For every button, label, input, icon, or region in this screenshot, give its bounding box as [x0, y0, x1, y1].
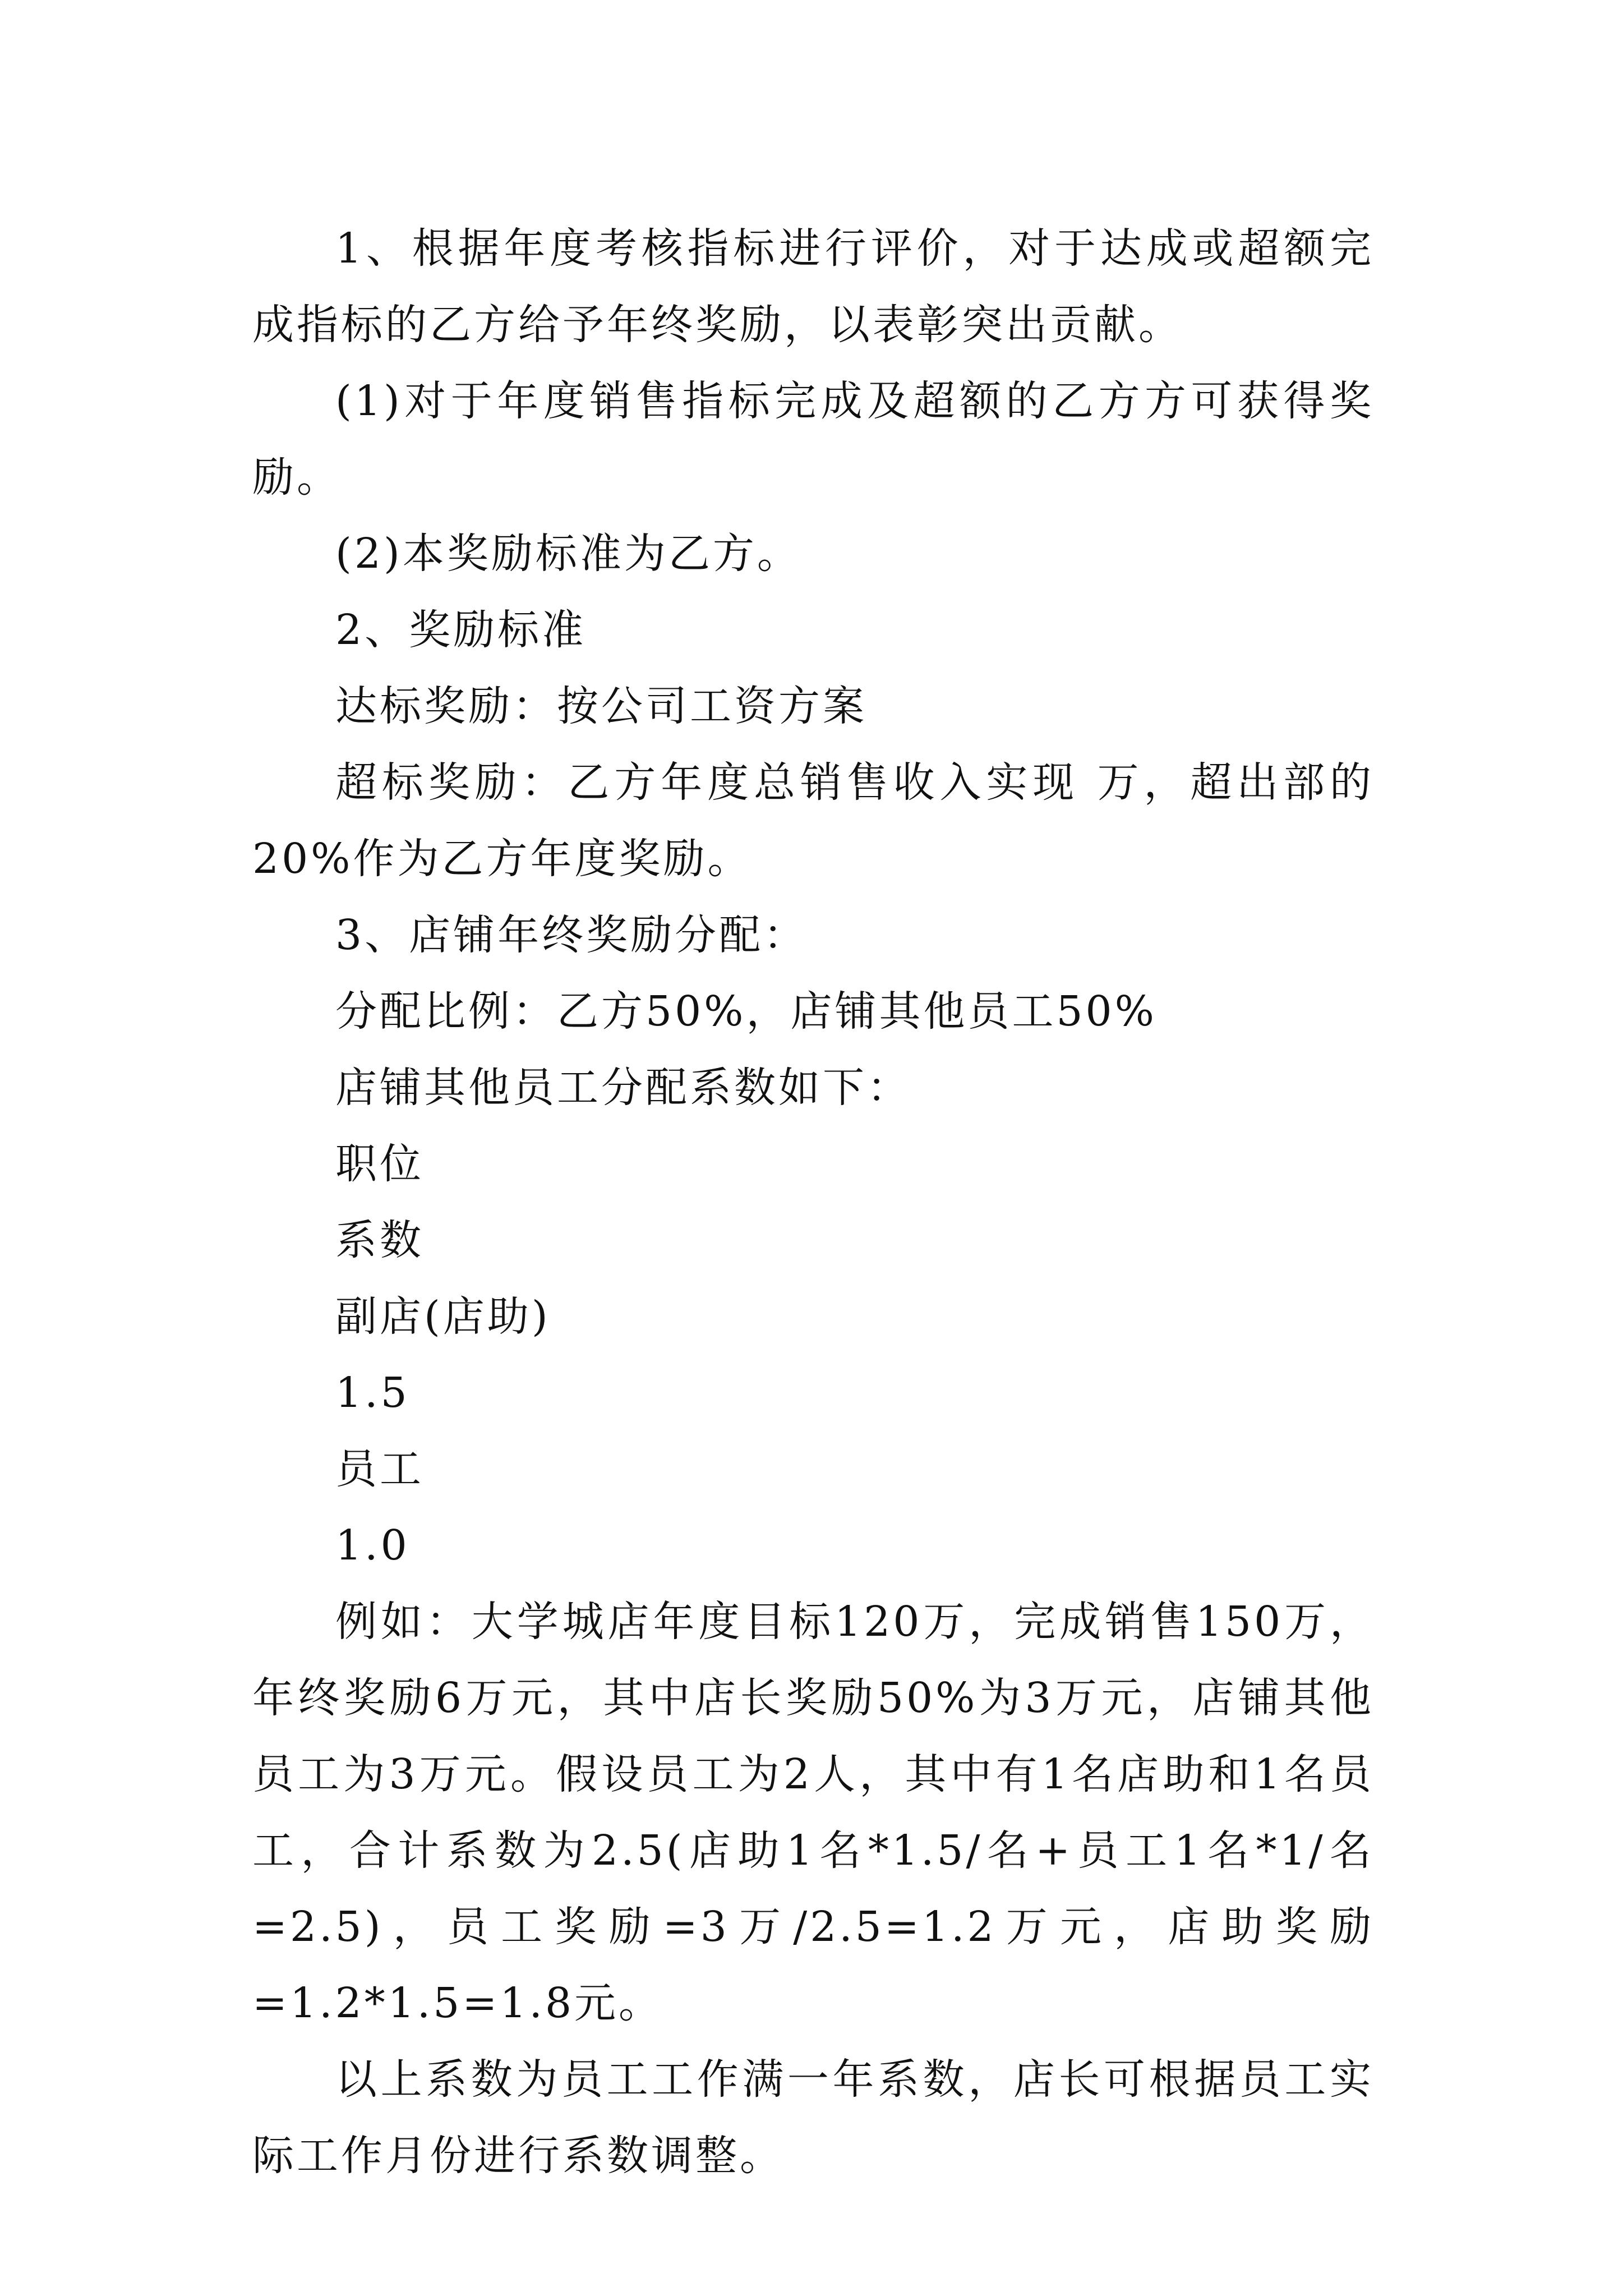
coefficient-table — [252, 1126, 1374, 1584]
paragraph-reward-eligibility: (1)对于年度销售指标完成及超额的乙方方可获得奖励。 — [252, 377, 1374, 501]
paragraph-example: 例如：大学城店年度目标120万，完成销售150万，年终奖励6万元，其中店长奖励50%为3万元，店铺其他员工为3万元。假设员工为2人，其中有1名店助和1名员工，合计系数为2.5(店助1名*1.5/名+员工1名*1/名=2.5)，员工奖励=3万/2.5=1.2万元，店助奖励=1.2*1.5=1.8元。 — [252, 1598, 1374, 2027]
paragraph-reward-scope: (2)本奖励标准为乙方。 — [335, 530, 801, 578]
heading-reward-standard: 2、奖励标准 — [335, 606, 587, 654]
paragraph-coefficient-intro: 店铺其他员工分配系数如下： — [335, 1064, 911, 1112]
table-header-position: 职位 — [335, 1140, 424, 1188]
paragraph-excess-reward: 超标奖励：乙方年度总销售收入实现 万，超出部的20%作为乙方年度奖励。 — [252, 758, 1374, 883]
table-header-coefficient: 系数 — [335, 1216, 424, 1264]
paragraph-closing-note: 以上系数为员工工作满一年系数，店长可根据员工实际工作月份进行系数调整。 — [252, 2055, 1374, 2180]
paragraph-standard-reward: 达标奖励：按公司工资方案 — [335, 682, 867, 730]
table-cell-position: 副店(店助) — [335, 1292, 551, 1341]
table-cell-coefficient: 1.0 — [335, 1521, 410, 1570]
paragraph-distribution-ratio: 分配比例：乙方50%，店铺其他员工50% — [335, 987, 1157, 1036]
table-cell-coefficient: 1.5 — [335, 1369, 410, 1417]
document-body — [252, 210, 1374, 2194]
table-cell-position: 员工 — [335, 1445, 424, 1493]
paragraph-year-end-evaluation: 1、根据年度考核指标进行评价，对于达成或超额完成指标的乙方给予年终奖励，以表彰突出贡献。 — [252, 224, 1374, 349]
heading-store-distribution: 3、店铺年终奖励分配： — [335, 911, 808, 959]
